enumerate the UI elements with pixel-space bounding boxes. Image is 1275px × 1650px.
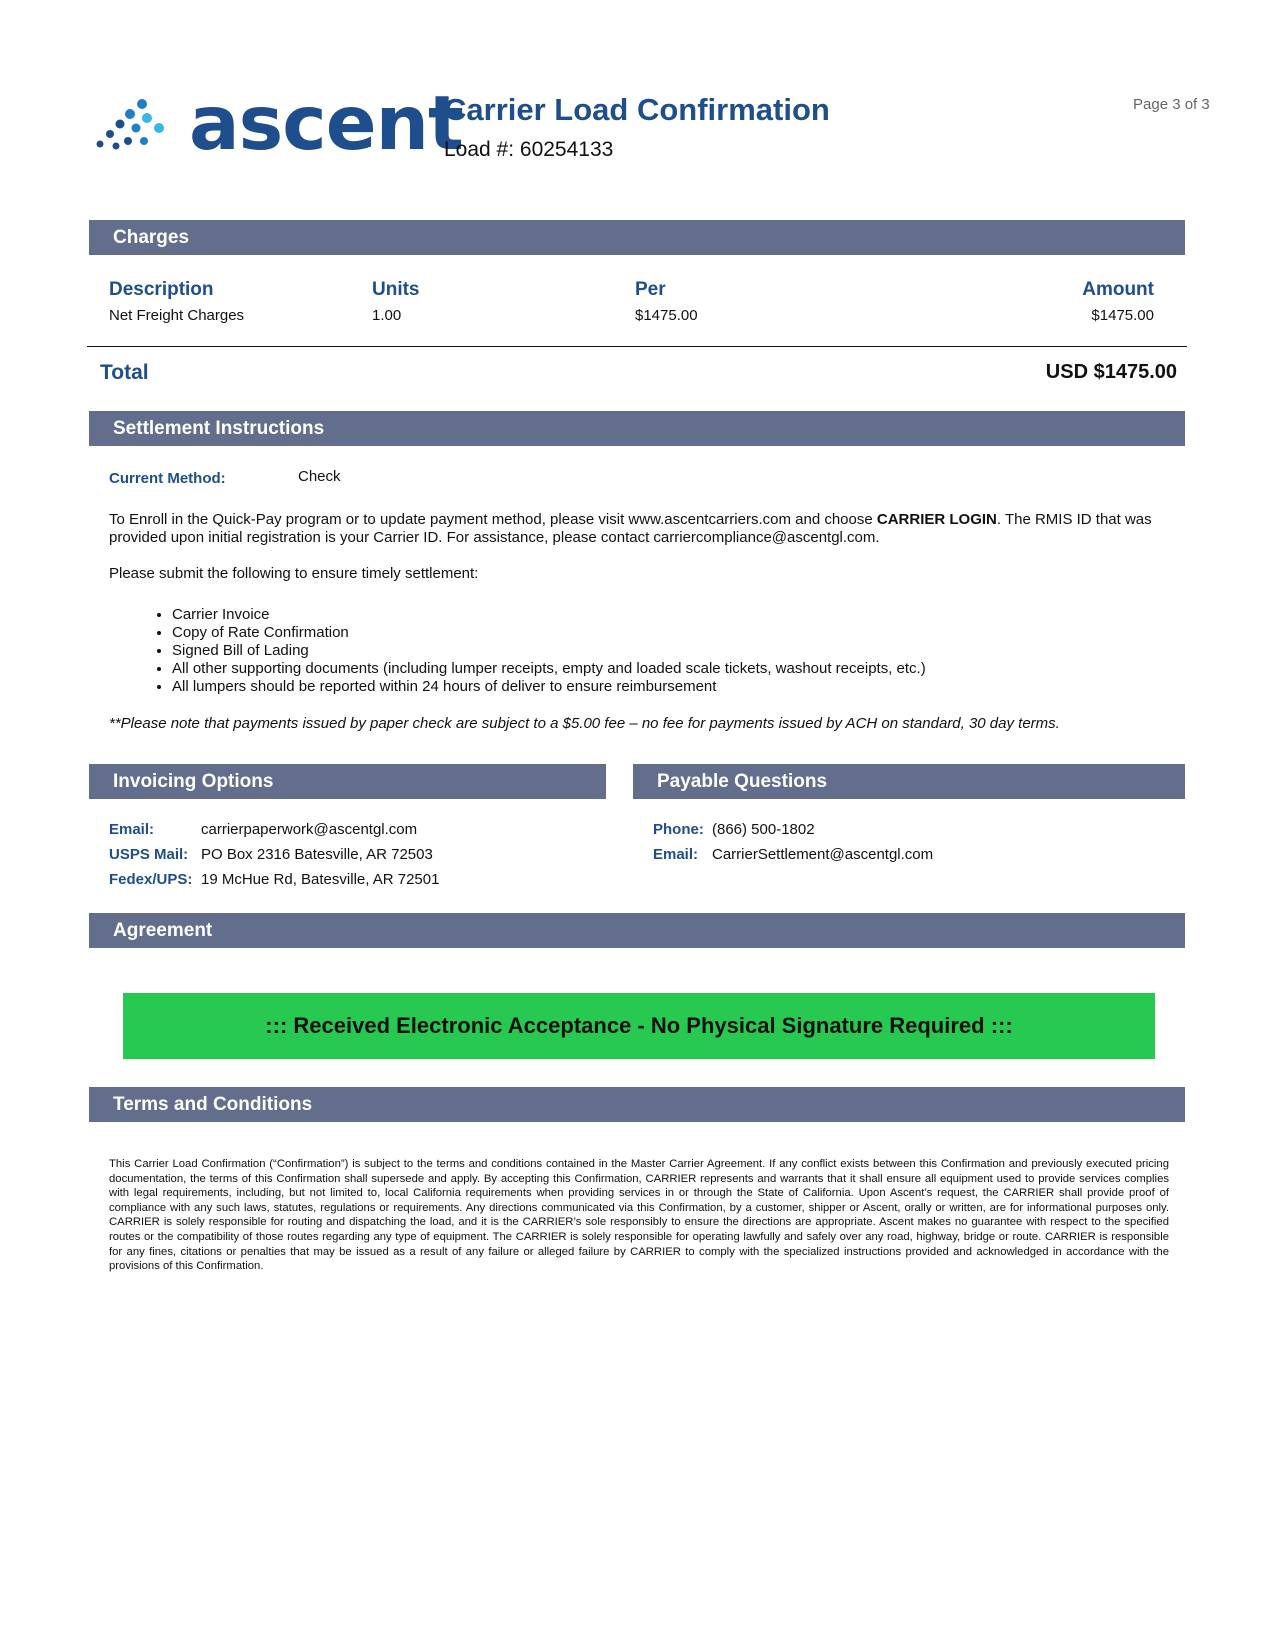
list-item: • Copy of Rate Confirmation (172, 624, 926, 642)
invoicing-email-value[interactable]: carrierpaperwork@ascentgl.com (201, 821, 418, 838)
current-method-label: Current Method: (109, 470, 226, 487)
row-amount: $1475.00 (1091, 307, 1154, 324)
payable-email-value[interactable]: CarrierSettlement@ascentgl.com (712, 846, 934, 863)
charges-col-description: Description (109, 279, 214, 300)
row-per: $1475.00 (635, 307, 698, 324)
page-title: Carrier Load Confirmation (444, 92, 830, 127)
charges-divider (87, 346, 1187, 347)
list-item: • Carrier Invoice (172, 606, 926, 624)
payable-phone-label: Phone: (653, 821, 704, 838)
fedex-ups-label: Fedex/UPS: (109, 871, 193, 888)
list-item: • All lumpers should be reported within 24 hours of deliver to ensure reimbursement (172, 678, 926, 696)
enroll-text-continued: . The RMIS ID that was provided upon initial registration is your Carrier ID. For assistance, please contact carriercompliance@ascentgl.com. (109, 511, 1152, 546)
logo-wordmark: ascent (189, 79, 463, 167)
submit-instructions: Please submit the following to ensure timely settlement: (109, 565, 479, 582)
invoicing-section-header: Invoicing Options (89, 764, 606, 799)
carrier-login-emphasis: CARRIER LOGIN (876, 511, 997, 528)
fedex-ups-value: 19 McHue Rd, Batesville, AR 72501 (201, 871, 440, 888)
row-description: Net Freight Charges (109, 307, 245, 324)
total-label: Total (100, 361, 149, 384)
row-units: 1.00 (372, 307, 402, 324)
current-method-value: Check (298, 468, 341, 485)
page-number: Page 3 of 3 (1133, 96, 1210, 113)
settlement-section-header: Settlement Instructions (89, 411, 1185, 446)
total-value: USD $1475.00 (1045, 361, 1177, 383)
list-item: • Signed Bill of Lading (172, 642, 926, 660)
settlement-checklist (140, 606, 926, 696)
electronic-acceptance-banner: ::: Received Electronic Acceptance - No Physical Signature Required ::: (123, 993, 1155, 1059)
load-number: Load #: 60254133 (444, 138, 614, 161)
charges-col-per: Per (635, 279, 666, 300)
terms-section-header: Terms and Conditions (89, 1087, 1185, 1122)
usps-mail-label: USPS Mail: (109, 846, 189, 863)
invoicing-email-label: Email: (109, 821, 155, 838)
charges-col-units: Units (372, 279, 420, 300)
charges-section-header: Charges (89, 220, 1185, 255)
charges-col-amount: Amount (1082, 279, 1154, 300)
list-item: • All other supporting documents (including lumper receipts, empty and loaded scale tickets, washout receipts, etc.) (172, 660, 926, 678)
enroll-text: To Enroll in the Quick-Pay program or to update payment method, please visit www.ascentcarriers.com and choose (109, 511, 877, 528)
agreement-section-header: Agreement (89, 913, 1185, 948)
payable-email-label: Email: (653, 846, 699, 863)
usps-mail-value: PO Box 2316 Batesville, AR 72503 (201, 846, 433, 863)
logo-dots-icon (92, 96, 174, 154)
payable-phone-value[interactable]: (866) 500-1802 (712, 821, 815, 838)
payment-fee-note: **Please note that payments issued by paper check are subject to a $5.00 fee – no fee for payments issued by ACH on standard, 30 day terms. (109, 715, 1060, 732)
terms-body: This Carrier Load Confirmation (“Confirmation”) is subject to the terms and conditions contained in the Master Carrier Agreement. If any conflict exists between this Confirmation and previously executed pricing documentation, the terms of this Confirmation shall supersede and apply. By accepting this Confirmation, CARRIER represents and warrants that it shall ensure all equipment used to provide services complies with legal requirements, including, but not limited to, local California requirements when providing services in or through the State of California. Upon Ascent’s request, the CARRIER shall provide proof of compliance with any such laws, statutes, regulations or requirements. Any directions communicated via this Confirmation, by a customer, shipper or Ascent, orally or written, are for informational purposes only. CARRIER is solely responsible for routing and dispatching the load, and it is the CARRIER’s sole responsibly to ensure the directions are appropriate. Ascent makes no guarantee with respect to the specified routes or the compatibility of those routes regarding any type of equipment. The CARRIER is solely responsible for operating lawfully and safely over any road, highway, bridge or route. CARRIER is responsible for any fines, citations or penalties that may be issued as a result of any failure or alleged failure by CARRIER to comply with the specialized instructions provided and acknowledged in accordance with the provisions of this Confirmation. (109, 1158, 1169, 1273)
enroll-paragraph (109, 511, 1159, 547)
payable-section-header: Payable Questions (633, 764, 1185, 799)
